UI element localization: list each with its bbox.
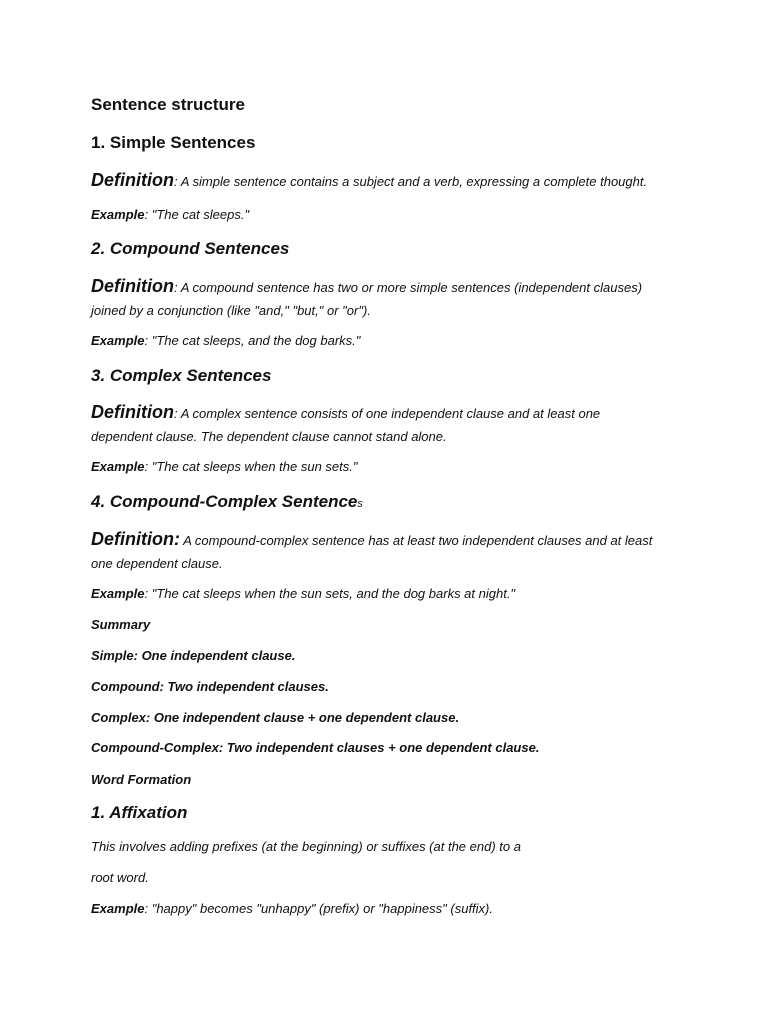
example-text: : "The cat sleeps when the sun sets." [144,459,358,474]
example-text: : "The cat sleeps, and the dog barks." [144,333,361,348]
definition-label: Definition [91,276,174,296]
definition-simple [91,170,647,191]
affixation-text: This involves adding prefixes (at the beginning) or suffixes (at the end) to a [91,839,521,854]
example-label: Example [91,901,145,916]
summary-item: Simple: One independent clause. [91,648,296,663]
summary-item: Compound: Two independent clauses. [91,679,329,694]
word-formation-label: Word Formation [91,772,192,787]
section-heading-compound: 2. Compound Sentences [91,239,290,258]
example-compound [91,333,360,348]
definition-label: Definition: [91,529,180,549]
definition-compound-line2: joined by a conjunction (like "and," "but," or "or"). [91,303,371,318]
definition-compound-complex-line2: one dependent clause. [91,556,223,571]
example-text: : "The cat sleeps." [144,207,250,222]
summary-label: Summary [91,617,151,632]
example-complex [91,459,358,474]
heading-text: 4. Compound-Complex Sentence [91,492,358,511]
example-compound-complex [91,586,515,601]
definition-label: Definition [91,170,174,190]
section-heading-affixation: 1. Affixation [91,803,188,822]
definition-label: Definition [91,402,174,422]
affixation-text-line2: root word. [91,870,149,885]
summary-item: Complex: One independent clause + one dependent clause. [91,710,460,725]
definition-text: : A complex sentence consists of one independent clause and at least one [174,406,601,421]
section-heading-complex: 3. Complex Sentences [91,366,272,385]
page-title: Sentence structure [91,95,245,114]
example-label: Example [91,333,145,348]
heading-tail: s [357,498,363,510]
definition-complex [91,402,600,423]
example-label: Example [91,207,145,222]
example-text: : "happy" becomes "unhappy" (prefix) or "happiness" (suffix). [144,901,494,916]
example-text: : "The cat sleeps when the sun sets, and the dog barks at night." [144,586,516,601]
definition-compound-complex [91,529,652,550]
definition-text: : A simple sentence contains a subject and a verb, expressing a complete thought. [174,174,648,189]
definition-text: : A compound sentence has two or more simple sentences (independent clauses) [174,280,643,295]
example-label: Example [91,459,145,474]
section-heading-simple: 1. Simple Sentences [91,133,256,152]
section-heading-compound-complex [91,492,363,512]
definition-compound [91,276,642,297]
definition-complex-line2: dependent clause. The dependent clause cannot stand alone. [91,429,447,444]
summary-item: Compound-Complex: Two independent clauses + one dependent clause. [91,740,540,755]
definition-text: A compound-complex sentence has at least two independent clauses and at least [179,533,653,548]
example-simple [91,207,249,222]
example-label: Example [91,586,145,601]
example-affixation [91,901,493,916]
